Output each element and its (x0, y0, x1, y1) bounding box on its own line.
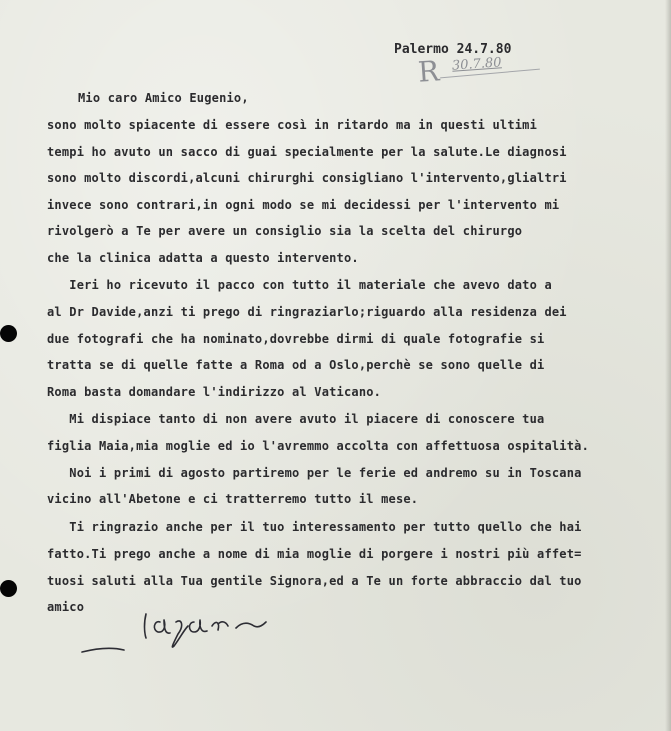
letter-line: fatto.Ti prego anche a nome di mia moglie di porgere i nostri più affet= (47, 547, 582, 561)
place-and-date: Palermo 24.7.80 (394, 42, 512, 57)
letter-line: che la clinica adatta a questo intervento. (47, 251, 359, 265)
letter-line: sono molto spiacente di essere così in ritardo ma in questi ultimi (47, 118, 538, 132)
received-mark: R (416, 54, 441, 89)
letter-line: sono molto discordi,alcuni chirurghi consigliano l'intervento,glialtri (47, 171, 567, 185)
letter-line: due fotografi che ha nominato,dovrebbe dirmi di quale fotografie si (47, 332, 545, 346)
letter-line: tratta se di quelle fatte a Roma od a Oslo,perchè se sono quelle di (47, 358, 545, 372)
page-edge-shadow (665, 0, 671, 731)
letter-line: vicino all'Abetone e ci tratterremo tutto il mese. (47, 492, 419, 506)
punch-hole-top (0, 325, 17, 342)
handwritten-signature (78, 600, 288, 680)
letter-line: figlia Maia,mia moglie ed io l'avremmo accolta con affettuosa ospitalità. (47, 439, 589, 453)
punch-hole-bottom (0, 580, 17, 597)
letter-line: Roma basta domandare l'indirizzo al Vaticano. (47, 385, 382, 399)
letter-line: Ti ringrazio anche per il tuo interessamento per tutto quello che hai (47, 520, 582, 534)
letter-line: al Dr Davide,anzi ti prego di ringraziarlo;riguardo alla residenza dei (47, 305, 567, 319)
letter-line: tempi ho avuto un sacco di guai specialmente per la salute.Le diagnosi (47, 145, 567, 159)
letter-line: Noi i primi di agosto partiremo per le ferie ed andremo su in Toscana (47, 466, 582, 480)
letter-line: rivolgerò a Te per avere un consiglio sia la scelta del chirurgo (47, 224, 523, 238)
letter-line: Mi dispiace tanto di non avere avuto il piacere di conoscere tua (47, 412, 545, 426)
letter-line: invece sono contrari,in ogni modo se mi decidessi per l'intervento mi (47, 198, 560, 212)
salutation: Mio caro Amico Eugenio, (78, 91, 249, 105)
closing-word: amico (47, 600, 85, 614)
letter-line: Ieri ho ricevuto il pacco con tutto il materiale che avevo dato a (47, 278, 552, 292)
received-date: 30.7.80 (451, 55, 503, 74)
letter-line: tuosi saluti alla Tua gentile Signora,ed a Te un forte abbraccio dal tuo (47, 574, 582, 588)
